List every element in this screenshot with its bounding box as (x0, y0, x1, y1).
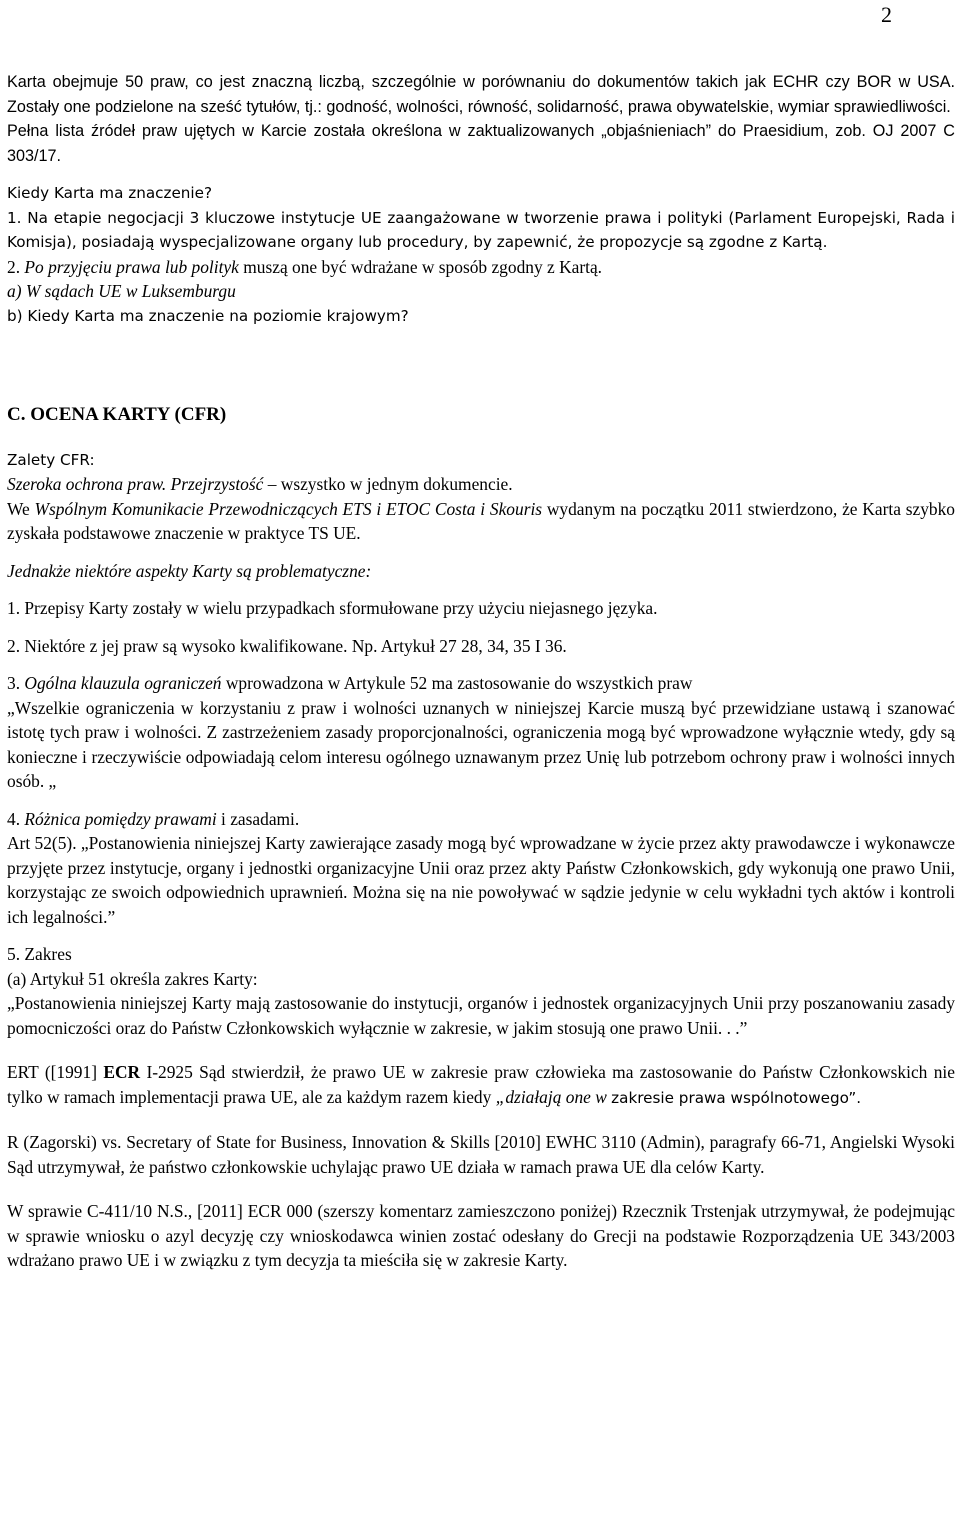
case-ert-mid: I-2925 Sąd stwierdził, że prawo UE w zakresie praw człowieka ma zastosowanie do Państw Członkowskich nie tylko w ramach implementacji prawa UE, ale za każdym razem kiedy (7, 1062, 955, 1107)
advantages-label: Zalety CFR: (7, 450, 95, 469)
case-ert-end: zakresie prawa wspólnotowego”. (611, 1088, 862, 1107)
case-ert-italic: „działają one w (495, 1086, 607, 1107)
article-52-paragraph: Art 52(5). „Postanowienia niniejszej Karty zawierające zasady mogą być wprowadzane w życie przez akty prawodawcze i wykonawcze przyjęte przez instytucje, organy i jednostki organizacyjne Unii oraz przez akty Państw Członkowskich, gdy wykonują one prawo Unii, korzystając ze swoich odpowiednich uprawnień. Można się na nie powoływać w sądzie jedynie w celu wykładni tych aktów i kontroli ich legalności.” (7, 833, 955, 927)
problem-3-italic: Ogólna klauzula ograniczeń (24, 673, 222, 693)
page-number: 2 (881, 2, 892, 27)
advantage-transparency: Przejrzystość (170, 474, 264, 494)
when-item-a: a) W sądach UE w Luksemburgu (7, 281, 236, 301)
when-item-1: 1. Na etapie negocjacji 3 kluczowe instytucje UE zaangażowane w tworzenie prawa i polityki (Parlament Europejski, Rada i Komisja), posiadają wyspecjalizowane organy lub procedury, by zapewnić, że propozycje są zgodne z Kartą. (7, 208, 955, 251)
when-item-2-rest: muszą one być wdrażane w sposób zgodny z Kartą. (243, 256, 603, 277)
when-item-2-italic: Po przyjęciu prawa lub polityk (24, 256, 239, 277)
problem-3-number: 3. (7, 673, 21, 693)
document-body (7, 70, 955, 1273)
joint-communication-rest: wydanym na początku 2011 stwierdzono, że Karta szybko zyskała podstawowe znaczenie w praktyce TS UE. (7, 498, 955, 543)
joint-communication-paragraph (7, 497, 955, 546)
problem-4-rest: i zasadami. (221, 808, 300, 829)
advantage-one-document: – wszystko w jednym dokumencie. (267, 474, 513, 494)
case-ert (7, 1060, 955, 1110)
problem-3-rest: wprowadzona w Artykule 52 ma zastosowanie do wszystkich praw (225, 673, 693, 693)
problem-4-number: 4. (7, 808, 21, 829)
problem-4-italic: Różnica pomiędzy prawami (24, 808, 217, 829)
case-ert-ecr: ECR (103, 1062, 141, 1082)
problem-3 (7, 671, 955, 696)
scope-heading: 5. Zakres (7, 944, 72, 964)
when-item-2 (7, 255, 955, 280)
scope-quote: „Postanowienia niniejszej Karty mają zastosowanie do instytucji, organów i jednostek organizacyjnych Unii przy poszanowaniu zasady pomocniczości oraz do Państw Członkowskich wyłącznie w zakresie, w jakim stosują one prawo Unii. . .” (7, 993, 955, 1038)
intro-paragraph-rights-count: Karta obejmuje 50 praw, co jest znaczną liczbą, szczególnie w porównaniu do dokumentów takich jak ECHR czy BOR w USA. Zostały one podzielone na sześć tytułów, tj.: godność, wolności, równość, solidarność, prawa obywatelskie, wymiar sprawiedliwości. (7, 73, 955, 116)
advantages-line (7, 472, 955, 497)
problem-2: 2. Niektóre z jej praw są wysoko kwalifikowane. Np. Artykuł 27 28, 34, 35 I 36. (7, 635, 567, 656)
case-ns: W sprawie C-411/10 N.S., [2011] ECR 000 (szerszy komentarz zamieszczono poniżej) Rzecznik Trstenjak utrzymywał, że podejmując w sprawie wniosku o azyl decyzję czy wnioskodawca winien zostać odesłany do Grecji na podstawie Rozporządzenia UE 343/2003 wdrażano prawo UE i w związku z tym decyzja ta mieściła się w zakresie Karty. (7, 1201, 955, 1270)
scope-article-51: (a) Artykuł 51 określa zakres Karty: (7, 968, 258, 989)
intro-paragraph-sources: Pełna lista źródeł praw ujętych w Karcie została określona w zaktualizowanych „objaśnieniach” do Praesidium, zob. OJ 2007 C 303/17. (7, 122, 955, 165)
when-item-2-number: 2. (7, 256, 21, 277)
case-ert-pre: ERT ([1991] (7, 1062, 97, 1082)
section-heading-assessment: C. OCENA KARTY (CFR) (7, 404, 227, 425)
joint-communication-title: Wspólnym Komunikacie Przewodniczących ETS i ETOC Costa i Skouris (34, 498, 543, 519)
when-item-b: b) Kiedy Karta ma znaczenie na poziomie krajowym? (7, 306, 409, 325)
problem-1: 1. Przepisy Karty zostały w wielu przypadkach sformułowane przy użyciu niejasnego języka. (7, 598, 658, 618)
when-heading: Kiedy Karta ma znaczenie? (7, 184, 213, 202)
case-zagorski: R (Zagorski) vs. Secretary of State for Business, Innovation & Skills [2010] EWHC 3110 (Admin), paragrafy 66-71, Angielski Wysoki Sąd utrzymywał, że państwo członkowskie uchylając prawo UE działa w ramach prawa UE dla celów Karty. (7, 1132, 955, 1177)
problem-3-quote: „Wszelkie ograniczenia w korzystaniu z praw i wolności uznanych w niniejszej Karcie muszą być przewidziane ustawą i szanować istotę tych praw i wolności. Z zastrzeżeniem zasady proporcjonalności, ograniczenia mogą być wprowadzone wyłącznie wtedy, gdy są konieczne i rzeczywiście odpowiadają celom interesu ogólnego uznawanym przez Unię lub potrzebom ochrony praw i wolności innych osób. „ (7, 697, 955, 791)
advantage-broad-protection: Szeroka ochrona praw. (7, 474, 167, 494)
problem-4 (7, 807, 955, 832)
problems-heading: Jednakże niektóre aspekty Karty są problematyczne: (7, 560, 372, 581)
joint-communication-we: We (7, 498, 30, 519)
